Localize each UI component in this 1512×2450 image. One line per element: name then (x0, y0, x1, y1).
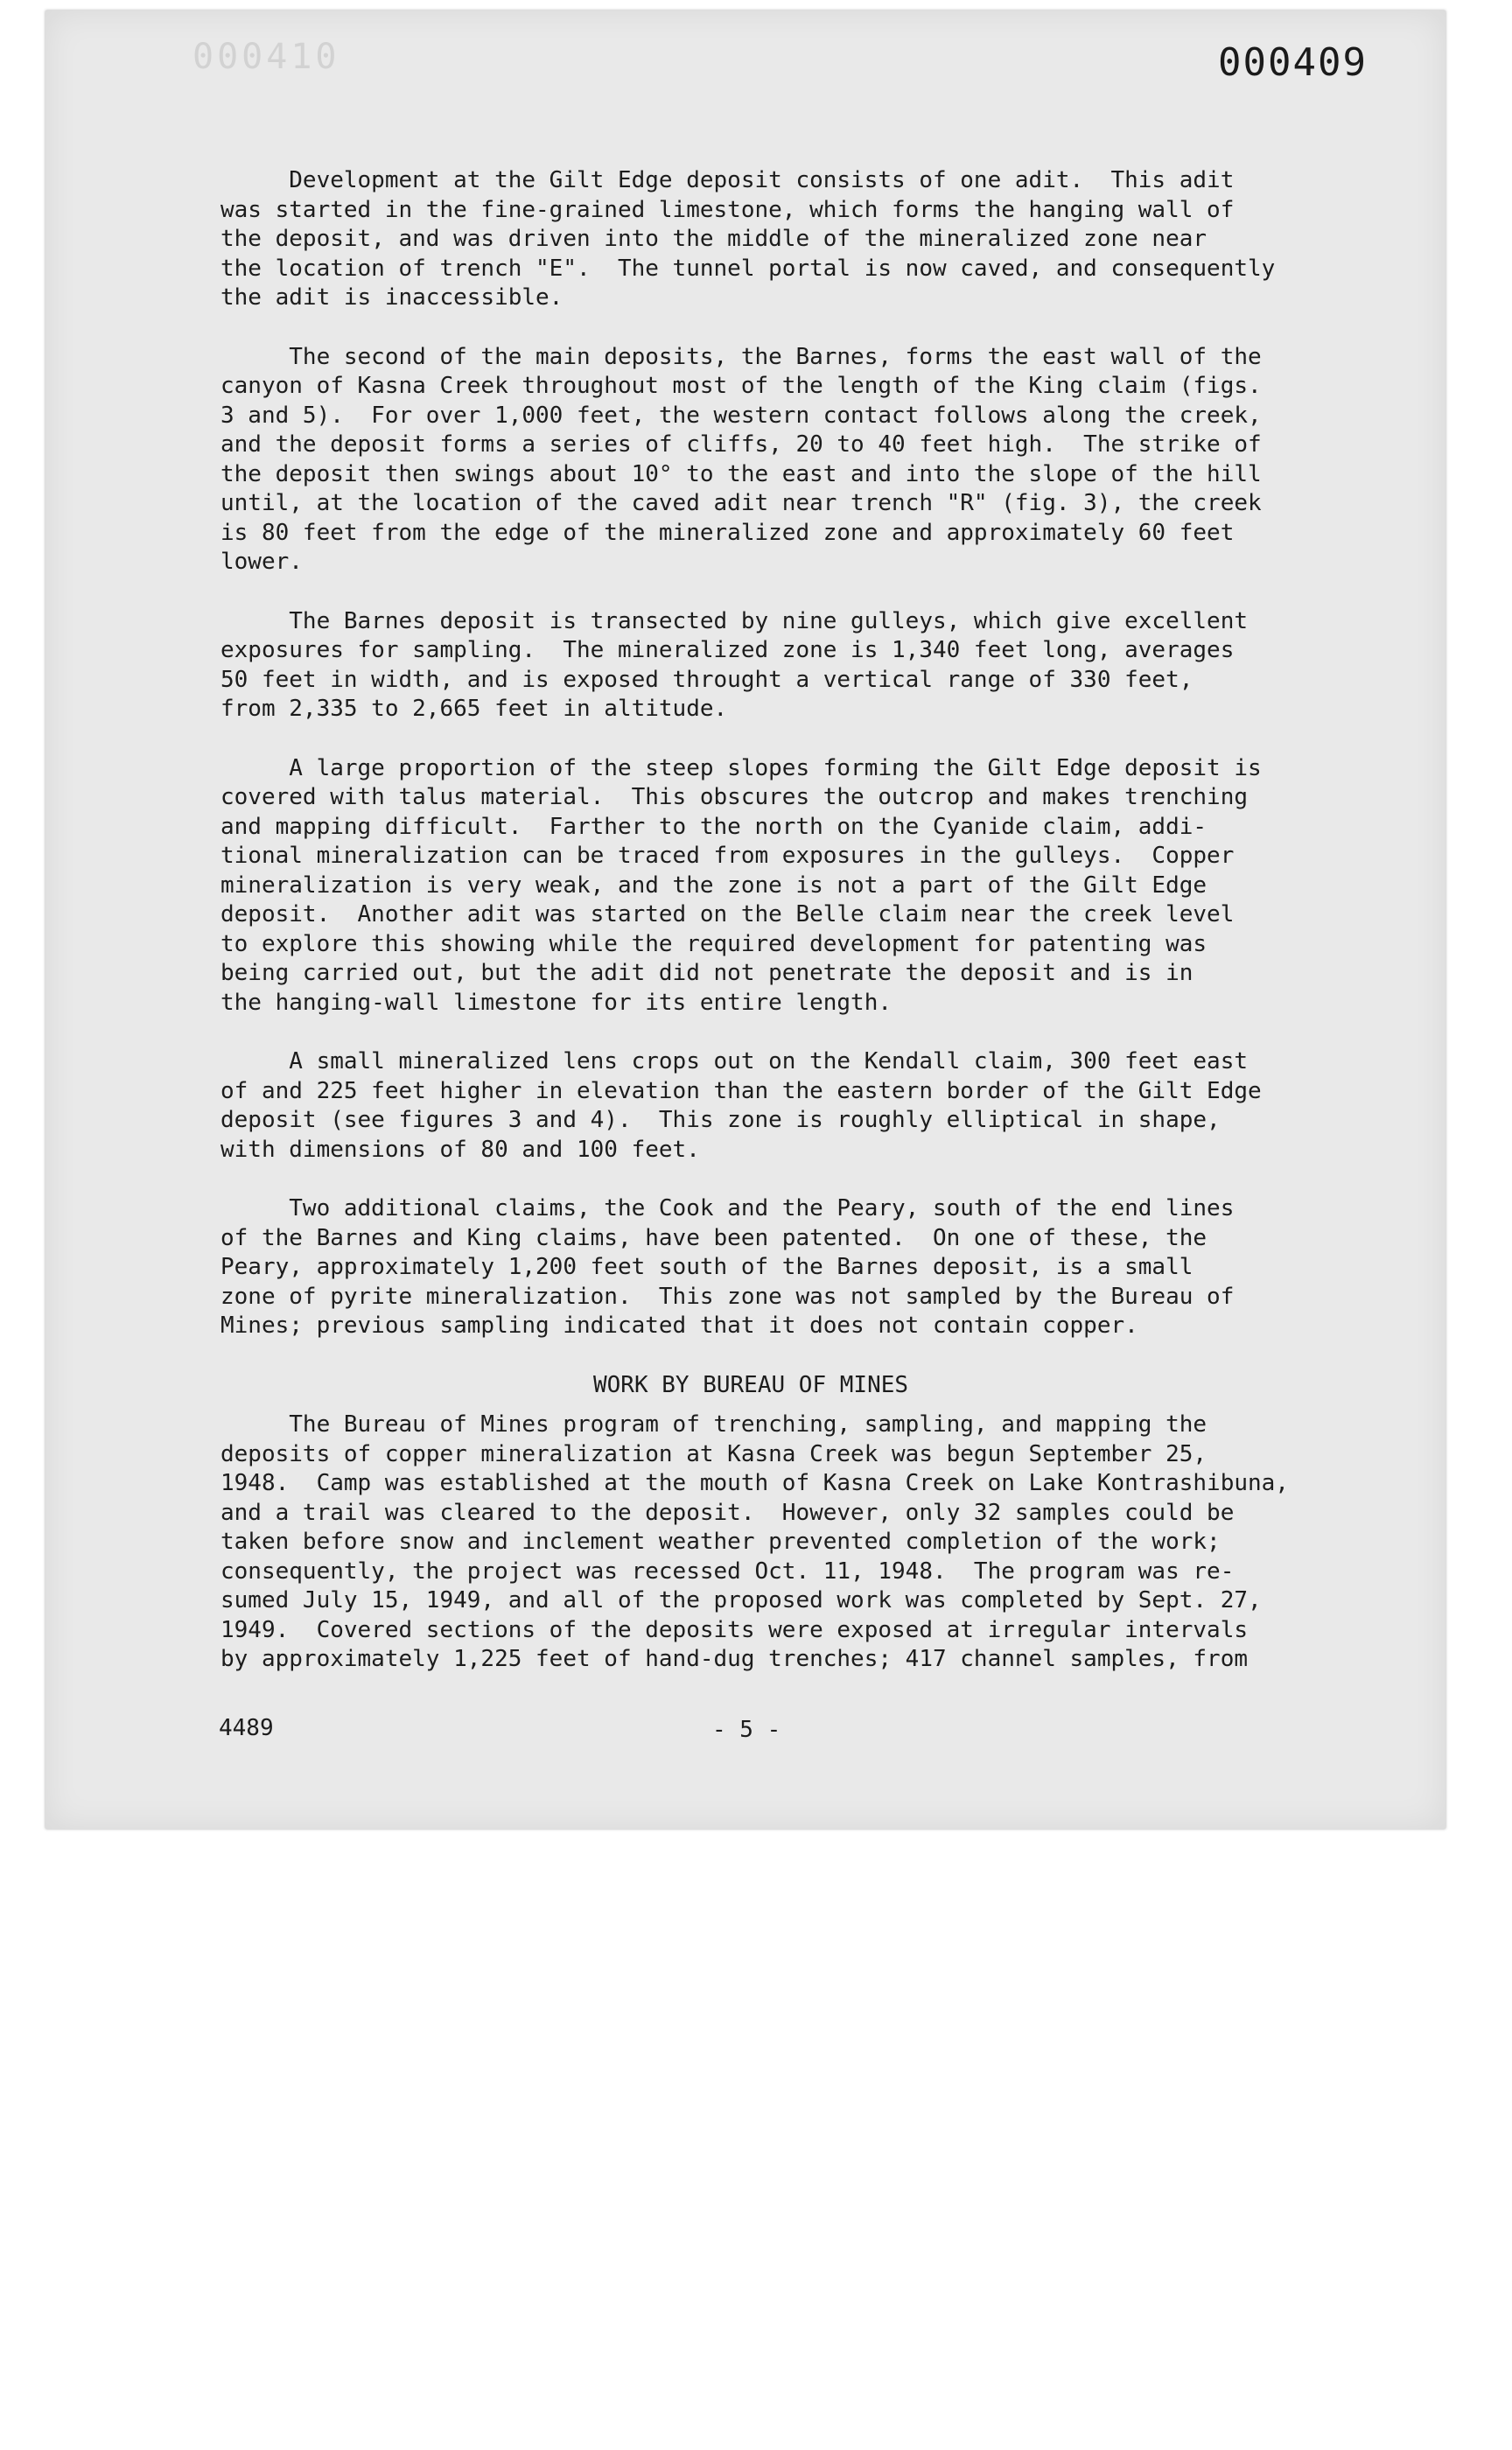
text-line: zone of pyrite mineralization. This zone was not sampled by the Bureau of (220, 1283, 1235, 1310)
paragraph (220, 1194, 1410, 1341)
text-line: consequently, the project was recessed Oct. 11, 1948. The program was re- (220, 1558, 1235, 1585)
text-line: of and 225 feet higher in elevation than the eastern border of the Gilt Edge (220, 1077, 1262, 1104)
section-heading: WORK BY BUREAU OF MINES (593, 1371, 909, 1398)
text-line: and mapping difficult. Farther to the north on the Cyanide claim, addi- (220, 813, 1208, 840)
text-line: deposit. Another adit was started on the Belle claim near the creek level (220, 901, 1235, 928)
text-line: mineralization is very weak, and the zone is not a part of the Gilt Edge (220, 872, 1208, 899)
text-line: taken before snow and inclement weather prevented completion of the work; (220, 1529, 1221, 1555)
text-line: 1949. Covered sections of the deposits were exposed at irregular intervals (220, 1616, 1248, 1643)
paragraph-gap (220, 1018, 1410, 1047)
paragraph-gap (220, 578, 1410, 607)
text-line: 1948. Camp was established at the mouth of Kasna Creek on Lake Kontrashibuna, (220, 1470, 1289, 1496)
document-page (46, 10, 1446, 1829)
paragraph-gap (220, 1341, 1410, 1371)
text-line: and the deposit forms a series of cliffs, 20 to 40 feet high. The strike of (220, 431, 1262, 458)
text-line: is 80 feet from the edge of the mineralized zone and approximately 60 feet (220, 519, 1235, 546)
text-line: exposures for sampling. The mineralized zone is 1,340 feet long, averages (220, 637, 1235, 663)
text-line: A small mineralized lens crops out on the Kendall claim, 300 feet east (220, 1048, 1248, 1074)
text-line: The second of the main deposits, the Barnes, forms the east wall of the (220, 343, 1262, 370)
paragraph (220, 1410, 1410, 1675)
text-line: Peary, approximately 1,200 feet south of the Barnes deposit, is a small (220, 1254, 1194, 1280)
text-line: to explore this showing while the required development for patenting was (220, 930, 1208, 957)
text-line: sumed July 15, 1949, and all of the proposed work was completed by Sept. 27, (220, 1587, 1262, 1614)
text-line: from 2,335 to 2,665 feet in altitude. (220, 696, 728, 722)
text-line: Two additional claims, the Cook and the Peary, south of the end lines (220, 1195, 1235, 1222)
paragraph (220, 1047, 1410, 1165)
text-line: the location of trench "E". The tunnel portal is now caved, and consequently (220, 255, 1276, 282)
text-line: the deposit then swings about 10° to the east and into the slope of the hill (220, 460, 1262, 487)
text-line: lower. (220, 549, 303, 575)
text-line: 3 and 5). For over 1,000 feet, the western contact follows along the creek, (220, 402, 1262, 429)
text-line: the hanging-wall limestone for its entire length. (220, 989, 892, 1016)
heading-gap (220, 1400, 1410, 1410)
text-line: Mines; previous sampling indicated that it does not contain copper. (220, 1312, 1138, 1339)
text-line: 50 feet in width, and is exposed throught a vertical range of 330 feet, (220, 666, 1194, 693)
text-line: and a trail was cleared to the deposit. However, only 32 samples could be (220, 1499, 1235, 1526)
text-line: tional mineralization can be traced from exposures in the gulleys. Copper (220, 843, 1235, 869)
text-line: with dimensions of 80 and 100 feet. (220, 1136, 700, 1163)
text-line: Development at the Gilt Edge deposit consists of one adit. This adit (220, 167, 1235, 193)
page-number: - 5 - (712, 1717, 781, 1743)
document-number: 4489 (219, 1715, 274, 1741)
text-line: A large proportion of the steep slopes forming the Gilt Edge deposit is (220, 754, 1262, 781)
text-line: deposit (see figures 3 and 4). This zone is roughly elliptical in shape, (220, 1107, 1221, 1133)
paragraph (220, 607, 1410, 724)
text-line: The Barnes deposit is transected by nine gulleys, which give excellent (220, 607, 1248, 634)
text-line: canyon of Kasna Creek throughout most of the length of the King claim (figs. (220, 373, 1262, 399)
text-line: of the Barnes and King claims, have been patented. On one of these, the (220, 1224, 1208, 1251)
bleed-through-page-number: 000410 (192, 37, 340, 77)
paragraph-gap (220, 724, 1410, 754)
text-line: until, at the location of the caved adit near trench "R" (fig. 3), the creek (220, 490, 1262, 516)
text-line: the deposit, and was driven into the middle of the mineralized zone near (220, 226, 1208, 252)
text-line: by approximately 1,225 feet of hand-dug trenches; 417 channel samples, from (220, 1646, 1248, 1672)
text-line: covered with talus material. This obscures the outcrop and makes trenching (220, 784, 1248, 810)
paragraph (220, 343, 1410, 578)
paragraph (220, 754, 1410, 1018)
paragraph-gap (220, 1165, 1410, 1194)
body-text (220, 166, 1410, 1675)
page-id-number: 000409 (1218, 40, 1368, 85)
paragraph-gap (220, 313, 1410, 343)
text-line: The Bureau of Mines program of trenching, sampling, and mapping the (220, 1411, 1208, 1438)
text-line: the adit is inaccessible. (220, 284, 564, 311)
paragraph (220, 166, 1410, 313)
text-line: deposits of copper mineralization at Kasna Creek was begun September 25, (220, 1440, 1208, 1467)
text-line: was started in the fine-grained limestone, which forms the hanging wall of (220, 196, 1235, 223)
text-line: being carried out, but the adit did not penetrate the deposit and is in (220, 960, 1194, 986)
